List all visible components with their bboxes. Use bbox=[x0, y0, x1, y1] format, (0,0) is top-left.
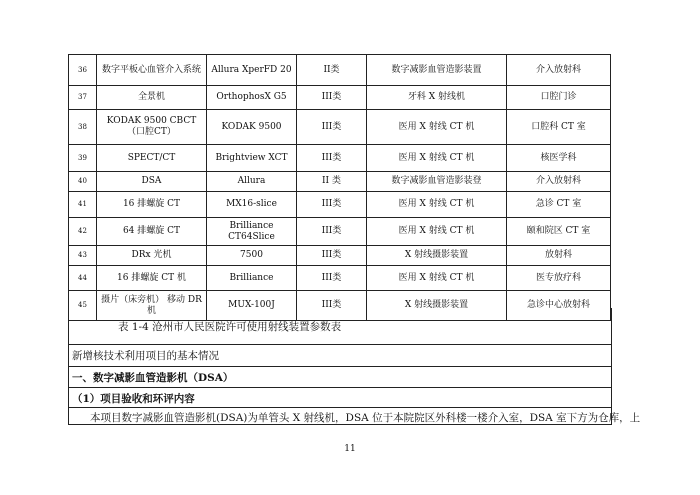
device-name: 16 排螺旋 CT bbox=[97, 192, 207, 218]
device-model: Allura XperFD 20 bbox=[207, 55, 297, 86]
row-number: 38 bbox=[69, 110, 97, 145]
device-type: X 射线摄影装置 bbox=[367, 246, 507, 266]
device-location: 介入放射科 bbox=[507, 55, 611, 86]
table-row bbox=[69, 55, 611, 86]
row-number: 36 bbox=[69, 55, 97, 86]
device-type: 数字减影血管造影装登 bbox=[367, 172, 507, 192]
row-number: 43 bbox=[69, 246, 97, 266]
page-number: 11 bbox=[344, 444, 356, 454]
heading-dsa: 一、数字减影血管造影机（DSA） bbox=[72, 372, 234, 384]
device-name: 64 排螺旋 CT bbox=[97, 218, 207, 246]
device-model: Brightview XCT bbox=[207, 145, 297, 172]
device-class: III类 bbox=[297, 145, 367, 172]
table-row bbox=[69, 86, 611, 110]
device-class: III类 bbox=[297, 291, 367, 321]
device-location: 颐和院区 CT 室 bbox=[507, 218, 611, 246]
heading-acceptance: （1）项目验收和环评内容 bbox=[72, 393, 195, 405]
device-class: III类 bbox=[297, 86, 367, 110]
device-model: KODAK 9500 bbox=[207, 110, 297, 145]
row-number: 45 bbox=[69, 291, 97, 321]
device-location: 介入放射科 bbox=[507, 172, 611, 192]
table-row bbox=[69, 218, 611, 246]
divider bbox=[68, 407, 611, 408]
row-number: 44 bbox=[69, 266, 97, 291]
device-name: 16 排螺旋 CT 机 bbox=[97, 266, 207, 291]
device-model: Brilliance bbox=[207, 266, 297, 291]
device-name: 数字平板心血管介入系统 bbox=[97, 55, 207, 86]
device-location: 口腔门诊 bbox=[507, 86, 611, 110]
row-number: 40 bbox=[69, 172, 97, 192]
device-type: 医用 X 射线 CT 机 bbox=[367, 218, 507, 246]
device-location: 医专放疗科 bbox=[507, 266, 611, 291]
device-model: Brilliance CT64Slice bbox=[207, 218, 297, 246]
divider bbox=[68, 366, 611, 367]
device-model: 7500 bbox=[207, 246, 297, 266]
device-name: 摄片（床旁机） 移动 DR 机 bbox=[97, 291, 207, 321]
device-model: Allura bbox=[207, 172, 297, 192]
device-model: OrthophosX G5 bbox=[207, 86, 297, 110]
device-class: III类 bbox=[297, 110, 367, 145]
device-name: SPECT/CT bbox=[97, 145, 207, 172]
device-model: MX16-slice bbox=[207, 192, 297, 218]
device-type: 医用 X 射线 CT 机 bbox=[367, 110, 507, 145]
device-name: KODAK 9500 CBCT （口腔CT） bbox=[97, 110, 207, 145]
device-location: 放射科 bbox=[507, 246, 611, 266]
device-type: 医用 X 射线 CT 机 bbox=[367, 192, 507, 218]
table-row bbox=[69, 110, 611, 145]
row-number: 37 bbox=[69, 86, 97, 110]
device-class: III类 bbox=[297, 192, 367, 218]
row-number: 39 bbox=[69, 145, 97, 172]
table-row bbox=[69, 145, 611, 172]
device-class: III类 bbox=[297, 266, 367, 291]
device-name: DRx 光机 bbox=[97, 246, 207, 266]
device-class: II 类 bbox=[297, 172, 367, 192]
table-row bbox=[69, 192, 611, 218]
device-name: DSA bbox=[97, 172, 207, 192]
section-intro: 新增核技术利用项目的基本情况 bbox=[72, 350, 219, 362]
device-type: 医用 X 射线 CT 机 bbox=[367, 266, 507, 291]
device-class: II类 bbox=[297, 55, 367, 86]
table-row bbox=[69, 172, 611, 192]
device-name: 全景机 bbox=[97, 86, 207, 110]
device-type: X 射线摄影装置 bbox=[367, 291, 507, 321]
device-model: MUX-100J bbox=[207, 291, 297, 321]
device-type: 牙科 X 射线机 bbox=[367, 86, 507, 110]
table-caption: 表 1-4 沧州市人民医院许可使用射线装置参数表 bbox=[118, 321, 342, 333]
device-location: 急诊 CT 室 bbox=[507, 192, 611, 218]
device-location: 核医学科 bbox=[507, 145, 611, 172]
device-class: III类 bbox=[297, 218, 367, 246]
body-paragraph: 本项目数字减影血管造影机(DSA)为单管头 X 射线机，DSA 位于本院院区外科楼一楼介入室，DSA 室下方为仓库，上 bbox=[90, 412, 641, 424]
device-location: 口腔科 CT 室 bbox=[507, 110, 611, 145]
row-number: 41 bbox=[69, 192, 97, 218]
divider bbox=[68, 344, 611, 345]
device-location: 急诊中心放射科 bbox=[507, 291, 611, 321]
device-type: 数字减影血管造影装置 bbox=[367, 55, 507, 86]
equipment-table bbox=[68, 54, 611, 321]
divider bbox=[68, 387, 611, 388]
device-type: 医用 X 射线 CT 机 bbox=[367, 145, 507, 172]
device-class: III类 bbox=[297, 246, 367, 266]
row-number: 42 bbox=[69, 218, 97, 246]
table-row bbox=[69, 246, 611, 266]
table-row bbox=[69, 266, 611, 291]
